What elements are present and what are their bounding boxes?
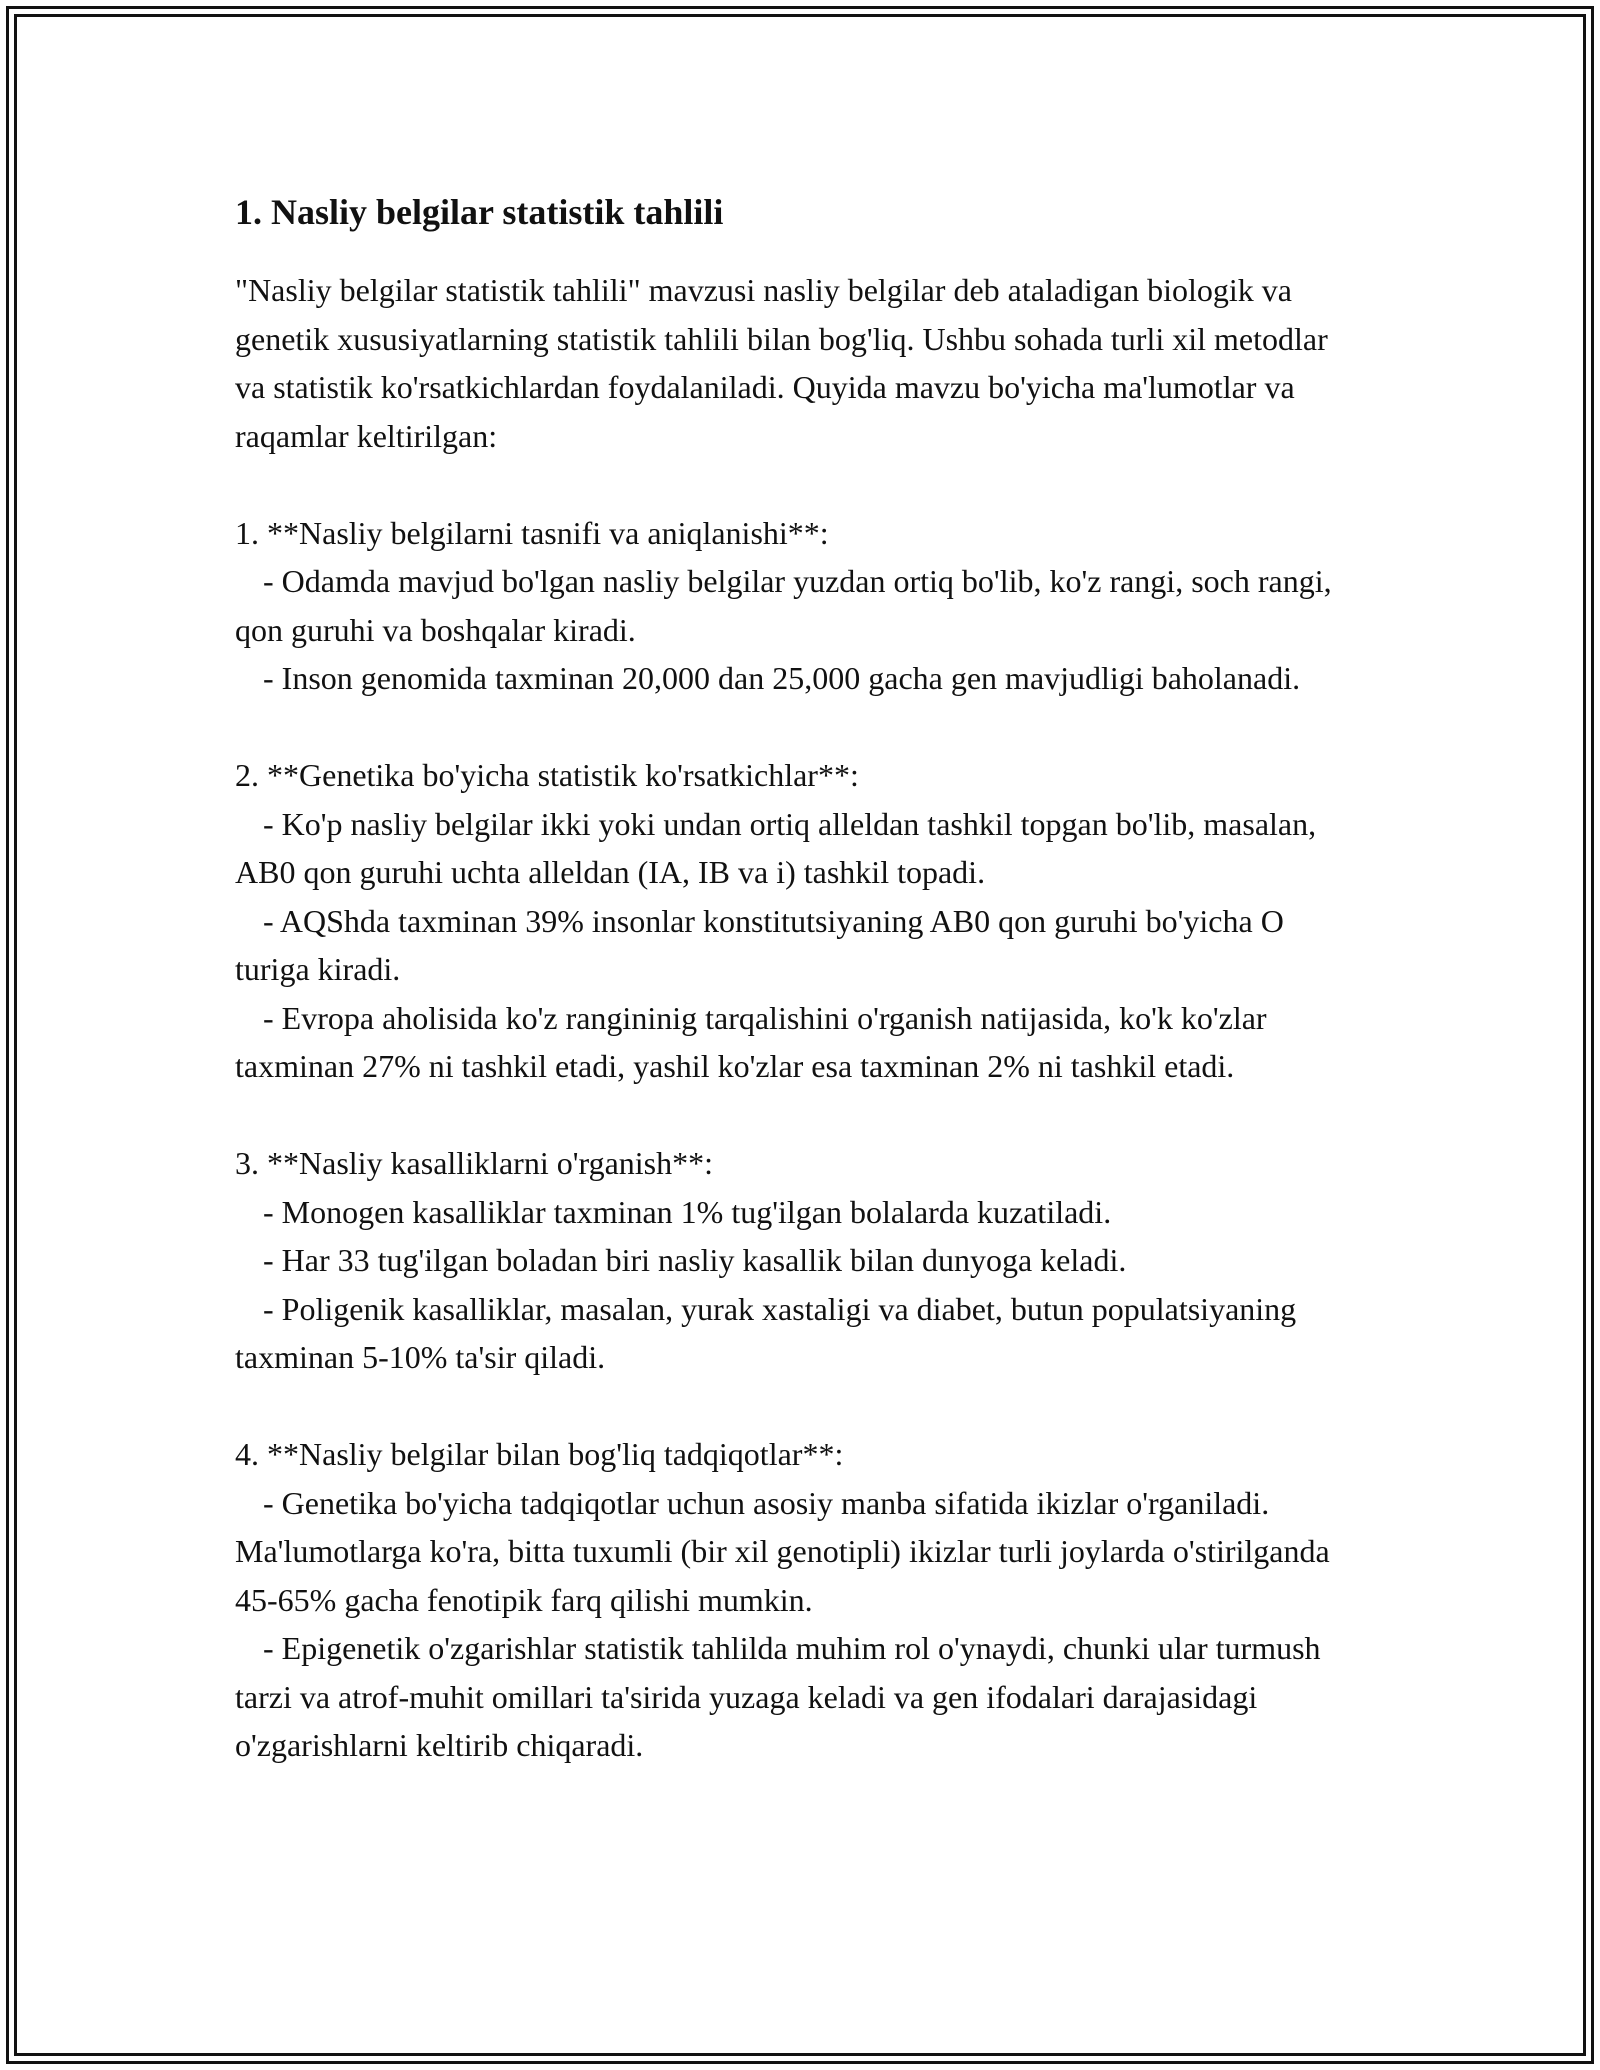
section-heading: 3. **Nasliy kasalliklarni o'rganish**: xyxy=(235,1145,713,1181)
section-1 xyxy=(235,509,1365,703)
section-2 xyxy=(235,751,1365,1091)
section-4 xyxy=(235,1430,1365,1770)
section-heading: 2. **Genetika bo'yicha statistik ko'rsatkichlar**: xyxy=(235,757,859,793)
list-item: - AQShda taxminan 39% insonlar konstitutsiyaning AB0 qon guruhi bo'yicha O turiga kiradi. xyxy=(235,902,1284,987)
section-heading: 4. **Nasliy belgilar bilan bog'liq tadqiqotlar**: xyxy=(235,1436,844,1472)
list-item: - Inson genomida taxminan 20,000 dan 25,000 gacha gen mavjudligi baholanadi. xyxy=(263,660,1301,696)
list-item: - Epigenetik o'zgarishlar statistik tahlilda muhim rol o'ynaydi, chunki ular turmush tarzi va atrof-muhit omillari ta'sirida yuzaga keladi va gen ifodalari darajasidagi o'zgarishlarni keltirib chiqaradi. xyxy=(235,1630,1321,1763)
paragraph-gap xyxy=(235,460,1365,509)
paragraph-gap xyxy=(235,1382,1365,1431)
section-3 xyxy=(235,1139,1365,1382)
list-item: - Ko'p nasliy belgilar ikki yoki undan ortiq alleldan tashkil topgan bo'lib, masalan, AB0 qon guruhi uchta alleldan (IA, IB va i) tashkil topadi. xyxy=(235,805,1317,890)
section-heading: 1. **Nasliy belgilarni tasnifi va aniqlanishi**: xyxy=(235,514,829,551)
paragraph-gap xyxy=(235,703,1365,752)
list-item: - Evropa aholisida ko'z rangininig tarqalishini o'rganish natijasida, ko'k ko'zlar taxminan 27% ni tashkil etadi, yashil ko'zlar esa taxminan 2% ni tashkil etadi. xyxy=(235,999,1267,1084)
list-item: - Monogen kasalliklar taxminan 1% tug'ilgan bolalarda kuzatiladi. xyxy=(263,1193,1112,1230)
list-item: - Odamda mavjud bo'lgan nasliy belgilar yuzdan ortiq bo'lib, ko'z rangi, soch rangi, qon guruhi va boshqalar kiradi. xyxy=(235,563,1332,648)
paragraph-gap xyxy=(235,1091,1365,1140)
list-item: - Har 33 tug'ilgan boladan biri nasliy kasallik bilan dunyoga keladi. xyxy=(263,1242,1127,1278)
intro-paragraph: "Nasliy belgilar statistik tahlili" mavzusi nasliy belgilar deb ataladigan biologik va genetik xususiyatlarning statistik tahlili bilan bog'liq. Ushbu sohada turli xil metodlar va statistik ko'rsatkichlardan foydalaniladi. Quyida mavzu bo'yicha ma'lumotlar va raqamlar keltirilgan: xyxy=(235,272,1328,454)
document-body xyxy=(235,190,1365,1770)
list-item: - Poligenik kasalliklar, masalan, yurak xastaligi va diabet, butun populatsiyaning taxminan 5-10% ta'sir qiladi. xyxy=(235,1290,1297,1375)
page-title: 1. Nasliy belgilar statistik tahlili xyxy=(235,192,724,232)
list-item: - Genetika bo'yicha tadqiqotlar uchun asosiy manba sifatida ikizlar o'rganiladi. Ma'lumotlarga ko'ra, bitta tuxumli (bir xil genotipli) ikizlar turli joylarda o'stirilganda 45-65% gacha fenotipik farq qilishi mumkin. xyxy=(235,1484,1330,1618)
